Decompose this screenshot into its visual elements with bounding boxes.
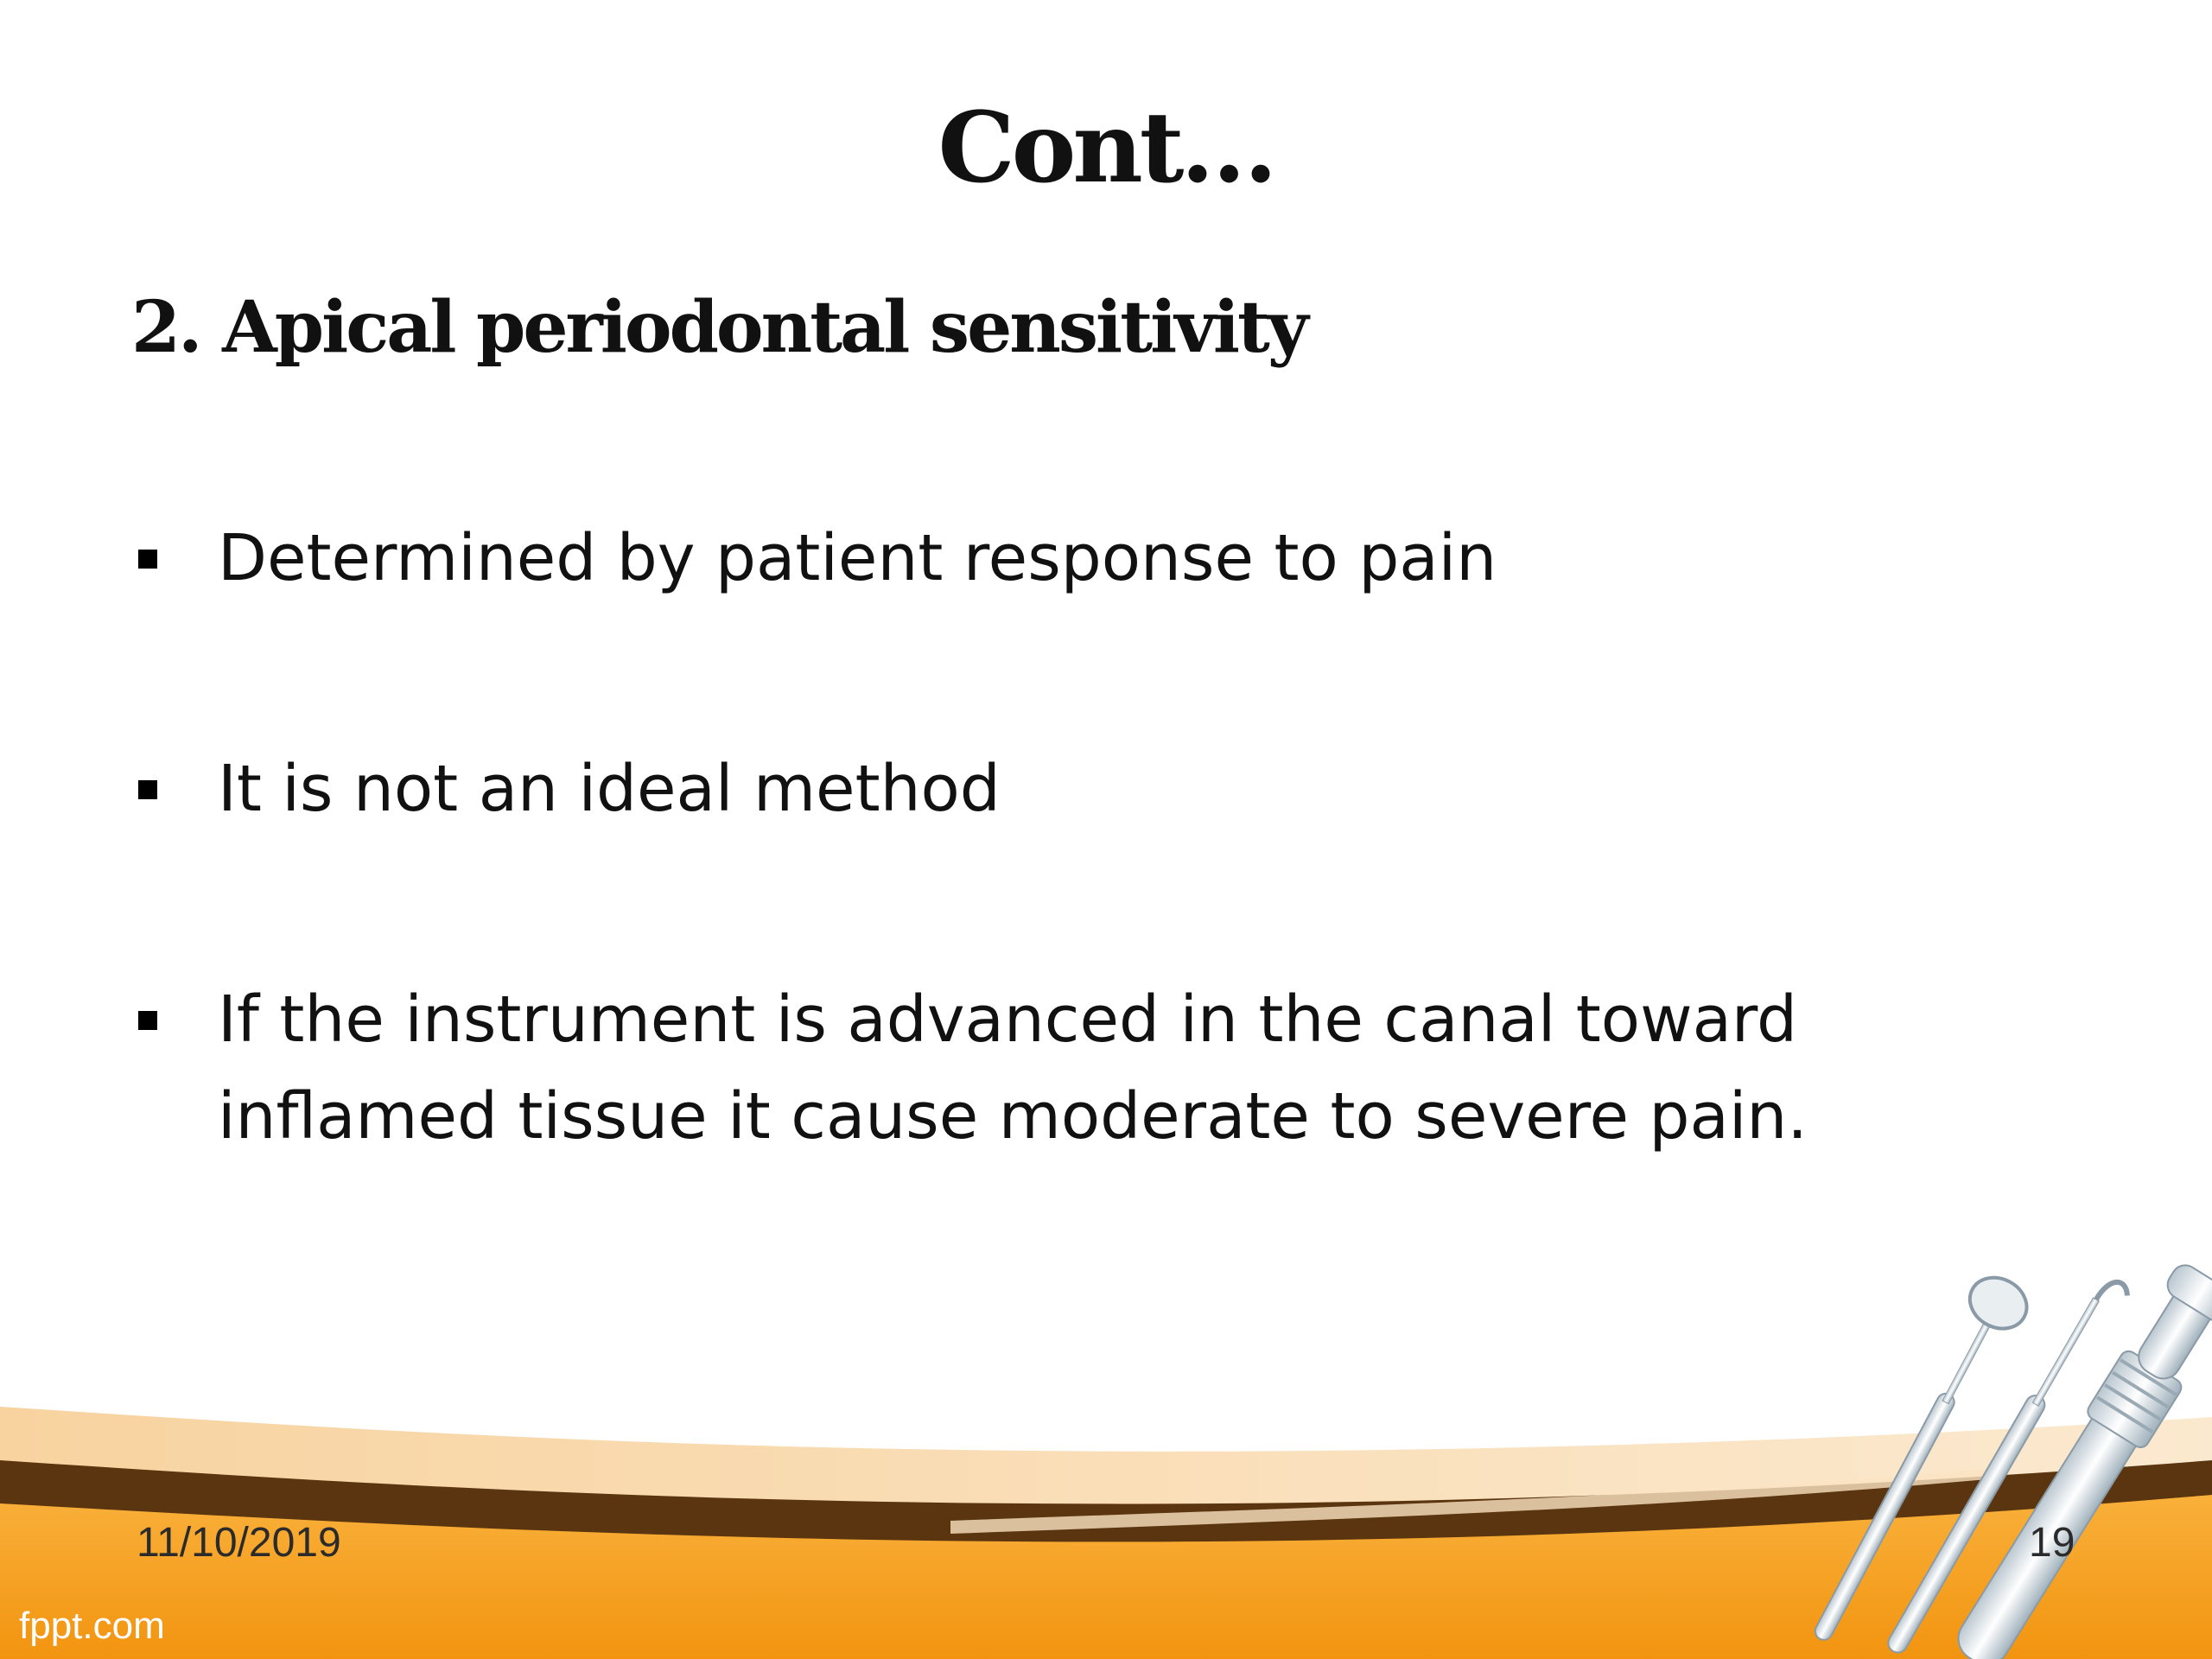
slide-title: Cont…	[938, 92, 1274, 205]
bullet-list	[131, 510, 2032, 1299]
square-bullet-icon	[138, 1011, 157, 1030]
square-bullet-icon	[138, 550, 157, 569]
bullet-item	[131, 741, 2032, 837]
bullet-item	[131, 510, 2032, 607]
slide-subtitle: 2. Apical periodontal sensitivity	[131, 286, 1306, 369]
bullet-text: If the instrument is advanced in the canal toward inflamed tissue it cause moderate to severe pain.	[218, 982, 1808, 1154]
bullet-text: Determined by patient response to pain	[218, 521, 1497, 595]
square-bullet-icon	[138, 780, 157, 799]
bullet-text: It is not an ideal method	[218, 752, 1001, 826]
footer-date: 11/10/2019	[137, 1520, 341, 1566]
footer-page-number: 19	[2029, 1520, 2075, 1566]
bullet-item	[131, 971, 2032, 1165]
footer-brand[interactable]: fppt.com	[19, 1605, 165, 1647]
